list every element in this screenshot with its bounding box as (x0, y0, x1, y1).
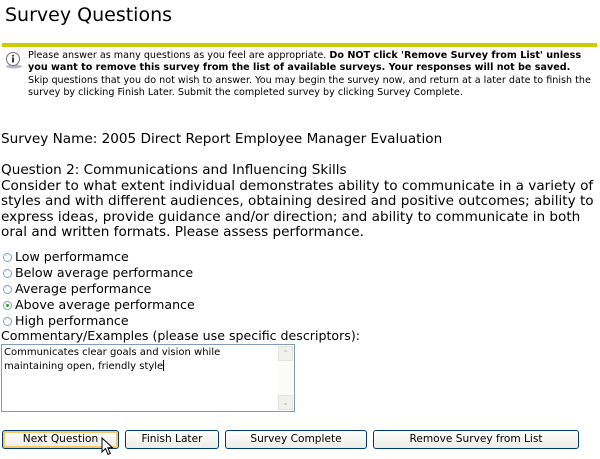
text-caret (163, 360, 164, 371)
option-label: Above average performance (15, 297, 195, 312)
scroll-up-icon[interactable]: ⌃ (278, 346, 293, 361)
radio-button[interactable] (3, 269, 12, 278)
notice-instructions: Skip questions that you do not wish to answer. You may begin the survey now, and return at a later date to finish the survey by clicking Finish Later. Submit the completed survey by clicking Survey Complete. (28, 74, 591, 98)
option-low-performance[interactable] (3, 249, 195, 265)
comment-label: Commentary/Examples (please use specific descriptors): (1, 328, 360, 343)
info-icon (4, 52, 24, 69)
radio-button[interactable] (3, 285, 12, 294)
page-title: Survey Questions (5, 4, 173, 26)
question-title: Question 2: Communications and Influencing Skills (1, 162, 347, 178)
survey-name: Survey Name: 2005 Direct Report Employee Manager Evaluation (1, 131, 443, 147)
radio-button-selected[interactable] (3, 301, 12, 310)
option-high-performance[interactable] (3, 313, 195, 329)
notice-warning: Do NOT click 'Remove Survey from List' unless you want to remove this survey from the list of available surveys. Your responses will not be saved. (28, 50, 582, 74)
option-below-average[interactable] (3, 265, 195, 281)
scroll-down-icon[interactable]: ⌄ (278, 395, 293, 410)
rating-options (3, 249, 195, 329)
textarea-scrollbar[interactable] (278, 346, 293, 410)
comment-value: Communicates clear goals and vision while maintaining open, friendly style (4, 347, 224, 372)
survey-complete-button[interactable]: Survey Complete (225, 430, 367, 449)
option-label: High performance (15, 313, 129, 328)
option-label: Average performance (15, 281, 152, 296)
title-divider (2, 43, 597, 47)
instructions-notice (4, 50, 594, 99)
remove-survey-button[interactable]: Remove Survey from List (373, 430, 579, 449)
comment-textarea[interactable] (1, 344, 295, 412)
option-above-average[interactable] (3, 297, 195, 313)
mouse-pointer-icon (101, 437, 115, 457)
question-block (1, 163, 599, 241)
option-label: Low performamce (15, 249, 129, 264)
next-question-button[interactable]: Next Question (2, 430, 119, 449)
option-label: Below average performance (15, 265, 194, 280)
option-average[interactable] (3, 281, 195, 297)
radio-button[interactable] (3, 253, 12, 262)
notice-text: Please answer as many questions as you feel are appropriate. (28, 50, 330, 61)
radio-button[interactable] (3, 317, 12, 326)
question-text: Consider to what extent individual demonstrates ability to communicate in a variety of styles and with different audiences, obtaining desired and positive outcomes; ability to express ideas, provide guidance and/or direction; and ability to communicate in both oral and written formats. Please assess performance. (1, 177, 594, 241)
finish-later-button[interactable]: Finish Later (125, 430, 219, 449)
